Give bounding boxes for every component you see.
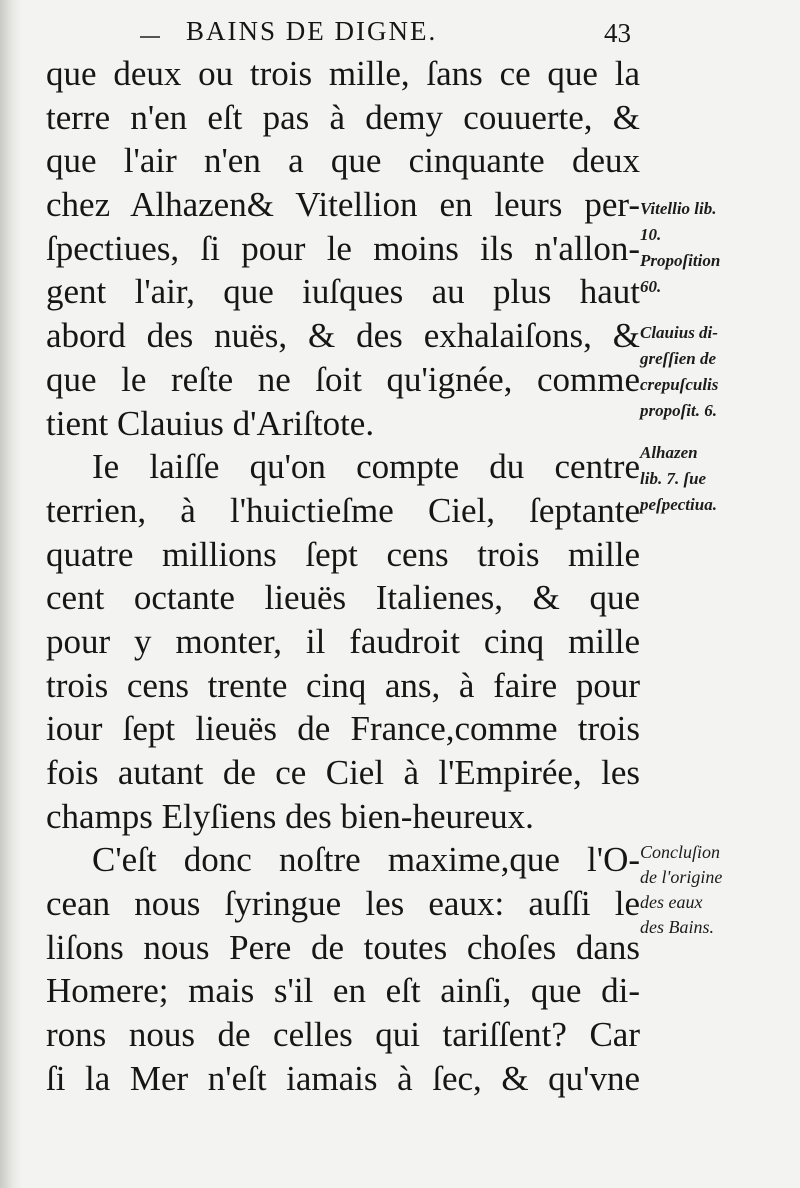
header-dash [140, 36, 160, 38]
text-line: terrien, à l'huictieſme Ciel, ſeptante [46, 490, 640, 530]
page-number: 43 [604, 18, 631, 48]
text-line: rons nous de celles qui tariſſent? Car [46, 1015, 640, 1055]
gutter-shadow [0, 0, 22, 1188]
text-line: que deux ou trois mille, ſans ce que la [46, 54, 640, 93]
text-line: Homere; mais s'il en eſt ainſi, que di- [46, 971, 640, 1011]
body-text [46, 52, 640, 1101]
text-line: ſpectiues, ſi pour le moins ils n'allon- [46, 228, 640, 268]
text-line: trois cens trente cinq ans, à faire pour [46, 665, 640, 705]
margin-note-line: lib. 7. ſue [640, 469, 707, 488]
margin-note-clauius [640, 320, 800, 424]
margin-note-line: des Bains. [640, 917, 714, 937]
margin-note-line: propoſit. 6. [640, 401, 717, 420]
text-line: liſons nous Pere de toutes choſes dans [46, 927, 640, 967]
text-line: Ie laiſſe qu'on compte du centre [92, 447, 640, 487]
margin-note-line: 10. [640, 225, 662, 244]
margin-note-line: greſſien de [640, 349, 717, 368]
text-line: champs Elyſiens des bien-heureux. [46, 796, 534, 836]
margin-note-line: 60. [640, 277, 662, 296]
margin-note-conclusion [640, 840, 800, 940]
margin-note-line: crepuſculis [640, 375, 719, 394]
text-line: abord des nuës, & des exhalaiſons, & [46, 316, 640, 356]
text-line: gent l'air, que iuſques au plus haut [46, 272, 640, 312]
text-line: que le reſte ne ſoit qu'ignée, comme [46, 359, 640, 399]
text-line: pour y monter, il faudroit cinq mille [46, 621, 640, 661]
margin-note-line: Vitellio lib. [640, 199, 717, 218]
margin-note-alhazen [640, 440, 800, 518]
text-line: tient Clauius d'Ariſtote. [46, 403, 375, 443]
text-line: cent octante lieuës Italienes, & que [46, 578, 640, 618]
text-line: cean nous ſyringue les eaux: auſſi le [46, 884, 640, 924]
text-line: fois autant de ce Ciel à l'Empirée, les [46, 753, 640, 792]
margin-note-line: peſpectiua. [640, 495, 717, 514]
text-line: quatre millions ſept cens trois mille [46, 534, 640, 574]
margin-note-line: Clauius di- [640, 323, 718, 342]
margin-note-line: des eaux [640, 892, 703, 912]
text-line: ſi la Mer n'eſt iamais à ſec, & qu'vne [46, 1058, 640, 1098]
margin-note-line: Concluſion [640, 842, 720, 862]
text-line: chez Alhazen& Vitellion en leurs per- [46, 185, 640, 225]
margin-note-line: de l'origine [640, 867, 723, 887]
text-line: iour ſept lieuës de France,comme trois [46, 709, 640, 749]
running-title: BAINS DE DIGNE. [186, 16, 438, 46]
text-line: que l'air n'en a que cinquante deux [46, 141, 640, 181]
margin-note-vitellio [640, 196, 800, 300]
text-line: terre n'en eſt pas à demy couuerte, & [46, 97, 640, 137]
text-line: C'eſt donc noſtre maxime,que l'O- [92, 840, 640, 880]
margin-note-line: Propoſition [640, 251, 721, 270]
margin-note-line: Alhazen [640, 443, 698, 462]
